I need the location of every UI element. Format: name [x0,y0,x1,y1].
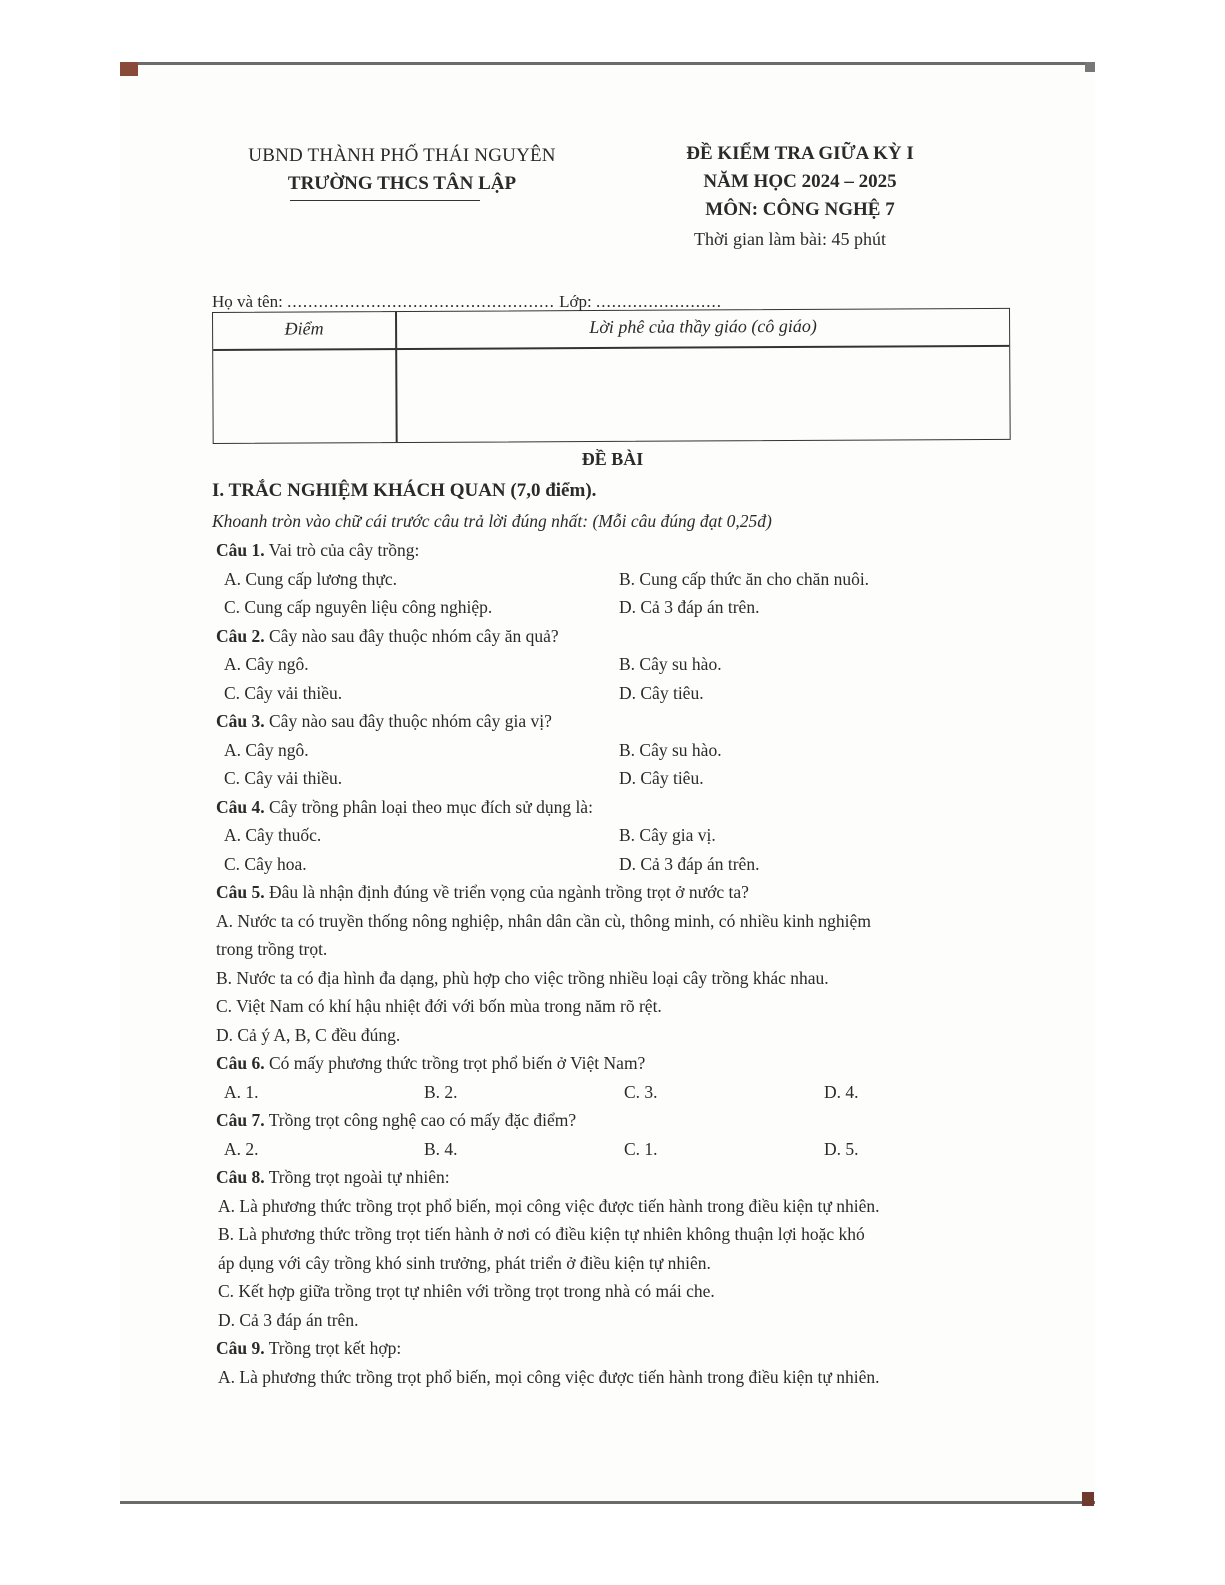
question-number: Câu 4. [216,796,265,817]
options-row [212,1135,1012,1164]
options-row [212,593,1012,622]
option-d[interactable]: D. 4. [824,1081,859,1102]
question-number: Câu 6. [216,1053,265,1073]
question [216,707,1012,736]
option-c[interactable]: C. Việt Nam có khí hậu nhiệt đới với bốn mùa trong năm rõ rệt. [216,996,662,1016]
option-d[interactable]: D. Cả 3 đáp án trên. [619,853,760,874]
option-b[interactable]: B. 2. [424,1081,458,1102]
score-header: Điểm [284,318,324,339]
authority-name: UBND THÀNH PHỐ THÁI NGUYÊN [248,145,556,166]
option-a[interactable]: A. Là phương thức trồng trọt phổ biến, mọi công việc được tiến hành trong điều kiện tự nhiên. [218,1195,880,1216]
option-a[interactable]: A. Cây ngô. [224,739,309,760]
option-a[interactable]: A. 1. [224,1081,259,1102]
table-header-divider [213,345,1009,351]
option-c[interactable]: C. Cây vải thiều. [224,768,343,788]
question-text: Trồng trọt kết hợp: [268,1338,402,1358]
exam-title: ĐỀ KIỂM TRA GIỮA KỲ I [686,143,914,164]
duration: Thời gian làm bài: 45 phút [694,229,886,249]
section-title: I. TRẮC NGHIỆM KHÁCH QUAN (7,0 điểm). [212,480,597,501]
question-text: Có mấy phương thức trồng trọt phổ biến ở Việt Nam? [269,1053,646,1073]
question [216,878,1012,907]
option-d[interactable]: D. Cây tiêu. [619,682,704,703]
options-row [212,565,1012,594]
question [216,793,1012,822]
comment-header: Lời phê của thầy giáo (cô giáo) [589,315,817,338]
question-number: Câu 1. [216,540,265,560]
question [216,1106,1012,1135]
option-c[interactable]: C. Kết hợp giữa trồng trọt tự nhiên với trồng trọt trong nhà có mái che. [218,1281,715,1301]
options-row [212,650,1012,679]
option-c[interactable]: C. Cây hoa. [224,853,307,874]
paper-edge-mark [1085,62,1095,72]
class-label: Lớp: [559,292,592,311]
option-d[interactable]: D. Cả 3 đáp án trên. [218,1309,359,1330]
option-b[interactable]: B. Cung cấp thức ăn cho chăn nuôi. [619,568,870,589]
question-text: Vai trò của cây trồng: [268,540,420,560]
question-text: Trồng trọt ngoài tự nhiên: [268,1167,450,1187]
question [216,1049,1012,1078]
question-number: Câu 2. [216,625,265,646]
question-number: Câu 5. [216,882,265,902]
options-row [212,850,1012,879]
question [216,536,1012,565]
option-d[interactable]: D. 5. [824,1138,859,1159]
question [216,1163,1012,1192]
question-text: Trồng trọt công nghệ cao có mấy đặc điểm? [268,1110,577,1130]
option-a[interactable]: A. Nước ta có truyền thống nông nghiệp, nhân dân cần cù, thông minh, có nhiều kinh nghiệm [216,910,871,931]
header-left [232,145,572,195]
option-b[interactable]: B. 4. [424,1138,458,1159]
option-b[interactable]: B. Cây su hào. [619,654,722,674]
options-row [212,1078,1012,1107]
school-underline [290,200,480,201]
question [216,622,1012,651]
class-blank[interactable]: ........................ [595,292,722,311]
subject: MÔN: CÔNG NGHỆ 7 [705,199,895,220]
option-a[interactable]: A. Cây ngô. [224,654,309,674]
option-c[interactable]: C. Cây vải thiều. [224,682,343,703]
name-blank[interactable]: ................................................... [287,292,555,311]
de-bai-heading: ĐỀ BÀI [581,449,644,469]
option-c[interactable]: C. 3. [624,1081,658,1102]
option-d[interactable]: D. Cả ý A, B, C đều đúng. [216,1024,401,1045]
option-d[interactable]: D. Cây tiêu. [619,768,704,788]
question-number: Câu 9. [216,1338,265,1358]
options-row [212,764,1012,793]
question-text: Cây trồng phân loại theo mục đích sử dụng là: [269,796,593,817]
question-text: Đâu là nhận định đúng về triển vọng của ngành trồng trọt ở nước ta? [269,882,749,902]
option-d[interactable]: D. Cả 3 đáp án trên. [619,597,760,617]
option-c[interactable]: C. 1. [624,1138,658,1159]
options-row [212,821,1012,850]
question-number: Câu 3. [216,711,265,731]
question [216,1334,1012,1363]
school-year: NĂM HỌC 2024 – 2025 [703,171,897,192]
question-number: Câu 8. [216,1167,265,1187]
option-a[interactable]: A. Cây thuốc. [224,825,322,845]
option-b[interactable]: B. Nước ta có địa hình đa dạng, phù hợp cho việc trồng nhiều loại cây trồng khác nhau. [216,967,829,988]
option-b[interactable]: B. Là phương thức trồng trọt tiến hành ở nơi có điều kiện tự nhiên không thuận lợi hoặc khó [218,1224,865,1244]
question-number: Câu 7. [216,1110,265,1130]
option-a-continued[interactable]: trong trồng trọt. [216,939,328,959]
question-text: Cây nào sau đây thuộc nhóm cây gia vị? [269,711,552,731]
option-a[interactable]: A. Là phương thức trồng trọt phổ biến, mọi công việc được tiến hành trong điều kiện tự nhiên. [218,1366,880,1387]
grade-table [212,308,1011,444]
exam-content [212,476,1012,1391]
option-b-continued[interactable]: áp dụng với cây trồng khó sinh trưởng, phát triển ở điều kiện tự nhiên. [218,1252,711,1273]
paper-corner-mark [120,62,138,76]
header-right [630,140,970,254]
options-row [212,736,1012,765]
option-a[interactable]: A. 2. [224,1138,259,1159]
instruction: Khoanh tròn vào chữ cái trước câu trả lời đúng nhất: (Mỗi câu đúng đạt 0,25đ) [212,511,772,531]
question-text: Cây nào sau đây thuộc nhóm cây ăn quả? [269,625,559,646]
option-b[interactable]: B. Cây gia vị. [619,825,716,845]
paper-edge-mark-bottom [1082,1492,1094,1506]
option-c[interactable]: C. Cung cấp nguyên liệu công nghiệp. [224,597,493,617]
option-b[interactable]: B. Cây su hào. [619,739,722,760]
school-name: TRƯỜNG THCS TÂN LẬP [287,173,517,194]
name-label: Họ và tên: [212,292,283,311]
option-a[interactable]: A. Cung cấp lương thực. [224,568,398,589]
options-row [212,679,1012,708]
